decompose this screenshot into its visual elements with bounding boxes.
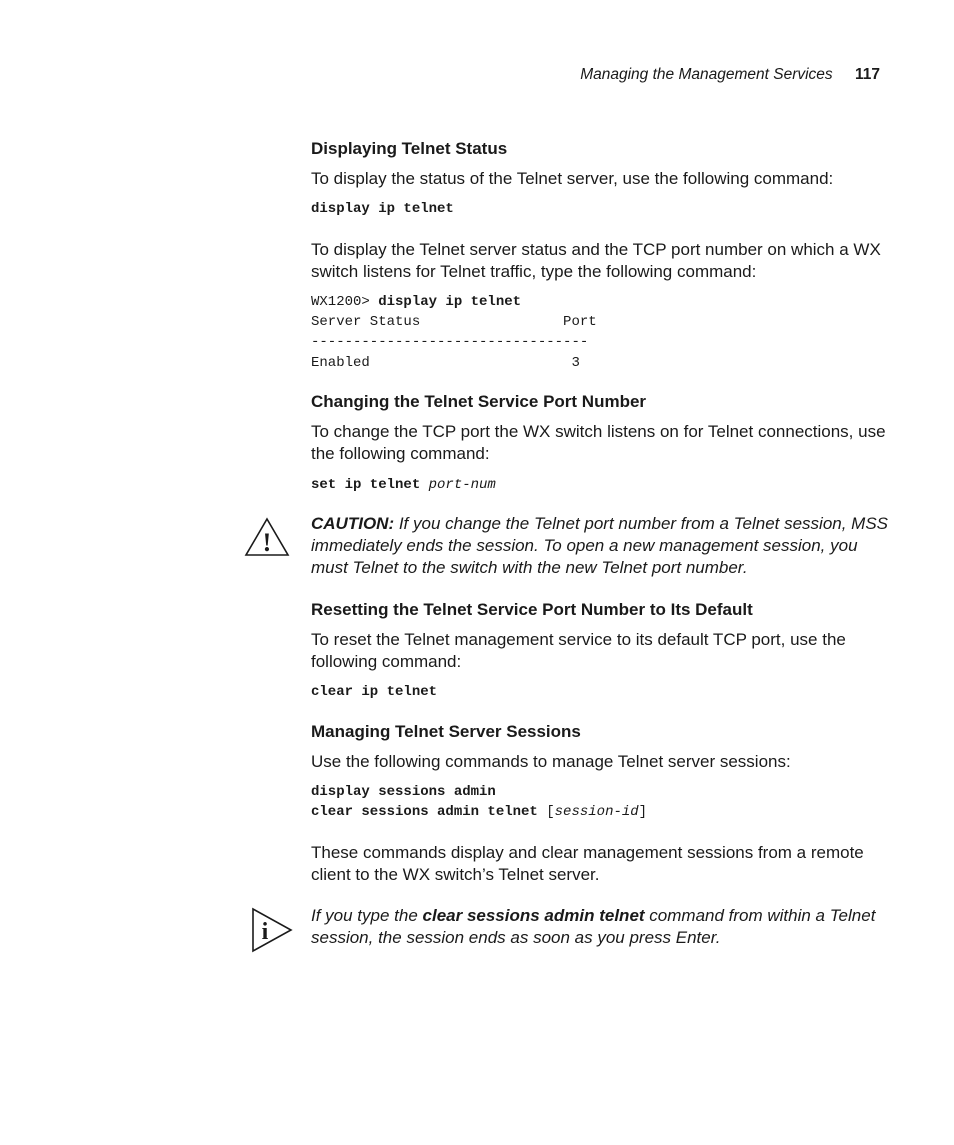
heading-changing-port: Changing the Telnet Service Port Number bbox=[311, 392, 647, 411]
svg-text:i: i bbox=[261, 919, 269, 945]
command-set-ip-telnet-text: set ip telnet bbox=[311, 477, 429, 493]
caution-text: If you change the Telnet port number from a Telnet session, MSS immediately ends the session. To open a new management session, you must Telnet to the switch with the new Telnet port number. bbox=[311, 514, 889, 577]
arg-session-id: session-id bbox=[554, 804, 639, 820]
command-clear-sessions: clear sessions admin telnet bbox=[311, 804, 538, 820]
caution-label: CAUTION: bbox=[311, 514, 395, 533]
caution-callout bbox=[311, 513, 891, 579]
section1-para: To display the Telnet server status and the TCP port number on which a WX switch listens for Telnet traffic, type the following command: bbox=[311, 240, 881, 281]
heading-resetting-port: Resetting the Telnet Service Port Number to Its Default bbox=[311, 600, 753, 619]
note-post: command from within a Telnet session, the session ends as soon as you press Enter. bbox=[311, 906, 876, 947]
example-line-4: Enabled 3 bbox=[311, 355, 580, 371]
command-clear-sessions-line bbox=[311, 802, 647, 822]
heading-displaying-telnet-status: Displaying Telnet Status bbox=[311, 139, 508, 158]
svg-text:!: ! bbox=[262, 528, 272, 557]
note-cmd: clear sessions admin telnet bbox=[422, 906, 645, 925]
running-header bbox=[580, 66, 880, 84]
command-set-ip-telnet bbox=[311, 475, 496, 495]
note-pre: If you type the bbox=[311, 906, 423, 925]
example-line-1 bbox=[311, 292, 521, 312]
section3-intro: To reset the Telnet management service to its default TCP port, use the following command: bbox=[311, 630, 846, 671]
section4-intro: Use the following commands to manage Telnet server sessions: bbox=[311, 752, 791, 771]
opt-open: [ bbox=[537, 804, 555, 820]
note-callout bbox=[311, 905, 891, 949]
example-command: display ip telnet bbox=[378, 294, 522, 310]
section1-intro: To display the status of the Telnet server, use the following command: bbox=[311, 169, 834, 188]
arg-port-num: port-num bbox=[428, 477, 496, 493]
heading-managing-sessions: Managing Telnet Server Sessions bbox=[311, 722, 581, 741]
example-line-2: Server Status Port bbox=[311, 314, 597, 330]
page-number: 117 bbox=[854, 66, 880, 83]
command-display-sessions-admin: display sessions admin bbox=[311, 784, 496, 800]
caution-icon bbox=[244, 517, 290, 557]
opt-close: ] bbox=[638, 804, 648, 820]
section2-intro: To change the TCP port the WX switch listens on for Telnet connections, use the following command: bbox=[311, 422, 886, 463]
info-icon bbox=[251, 907, 293, 953]
example-prompt: WX1200> bbox=[311, 294, 379, 310]
command-display-ip-telnet: display ip telnet bbox=[311, 201, 454, 217]
example-line-3: --------------------------------- bbox=[311, 334, 589, 350]
header-title: Managing the Management Services bbox=[580, 66, 833, 83]
section4-para: These commands display and clear management sessions from a remote client to the WX switch’s Telnet server. bbox=[311, 843, 864, 884]
command-clear-ip-telnet: clear ip telnet bbox=[311, 684, 438, 700]
